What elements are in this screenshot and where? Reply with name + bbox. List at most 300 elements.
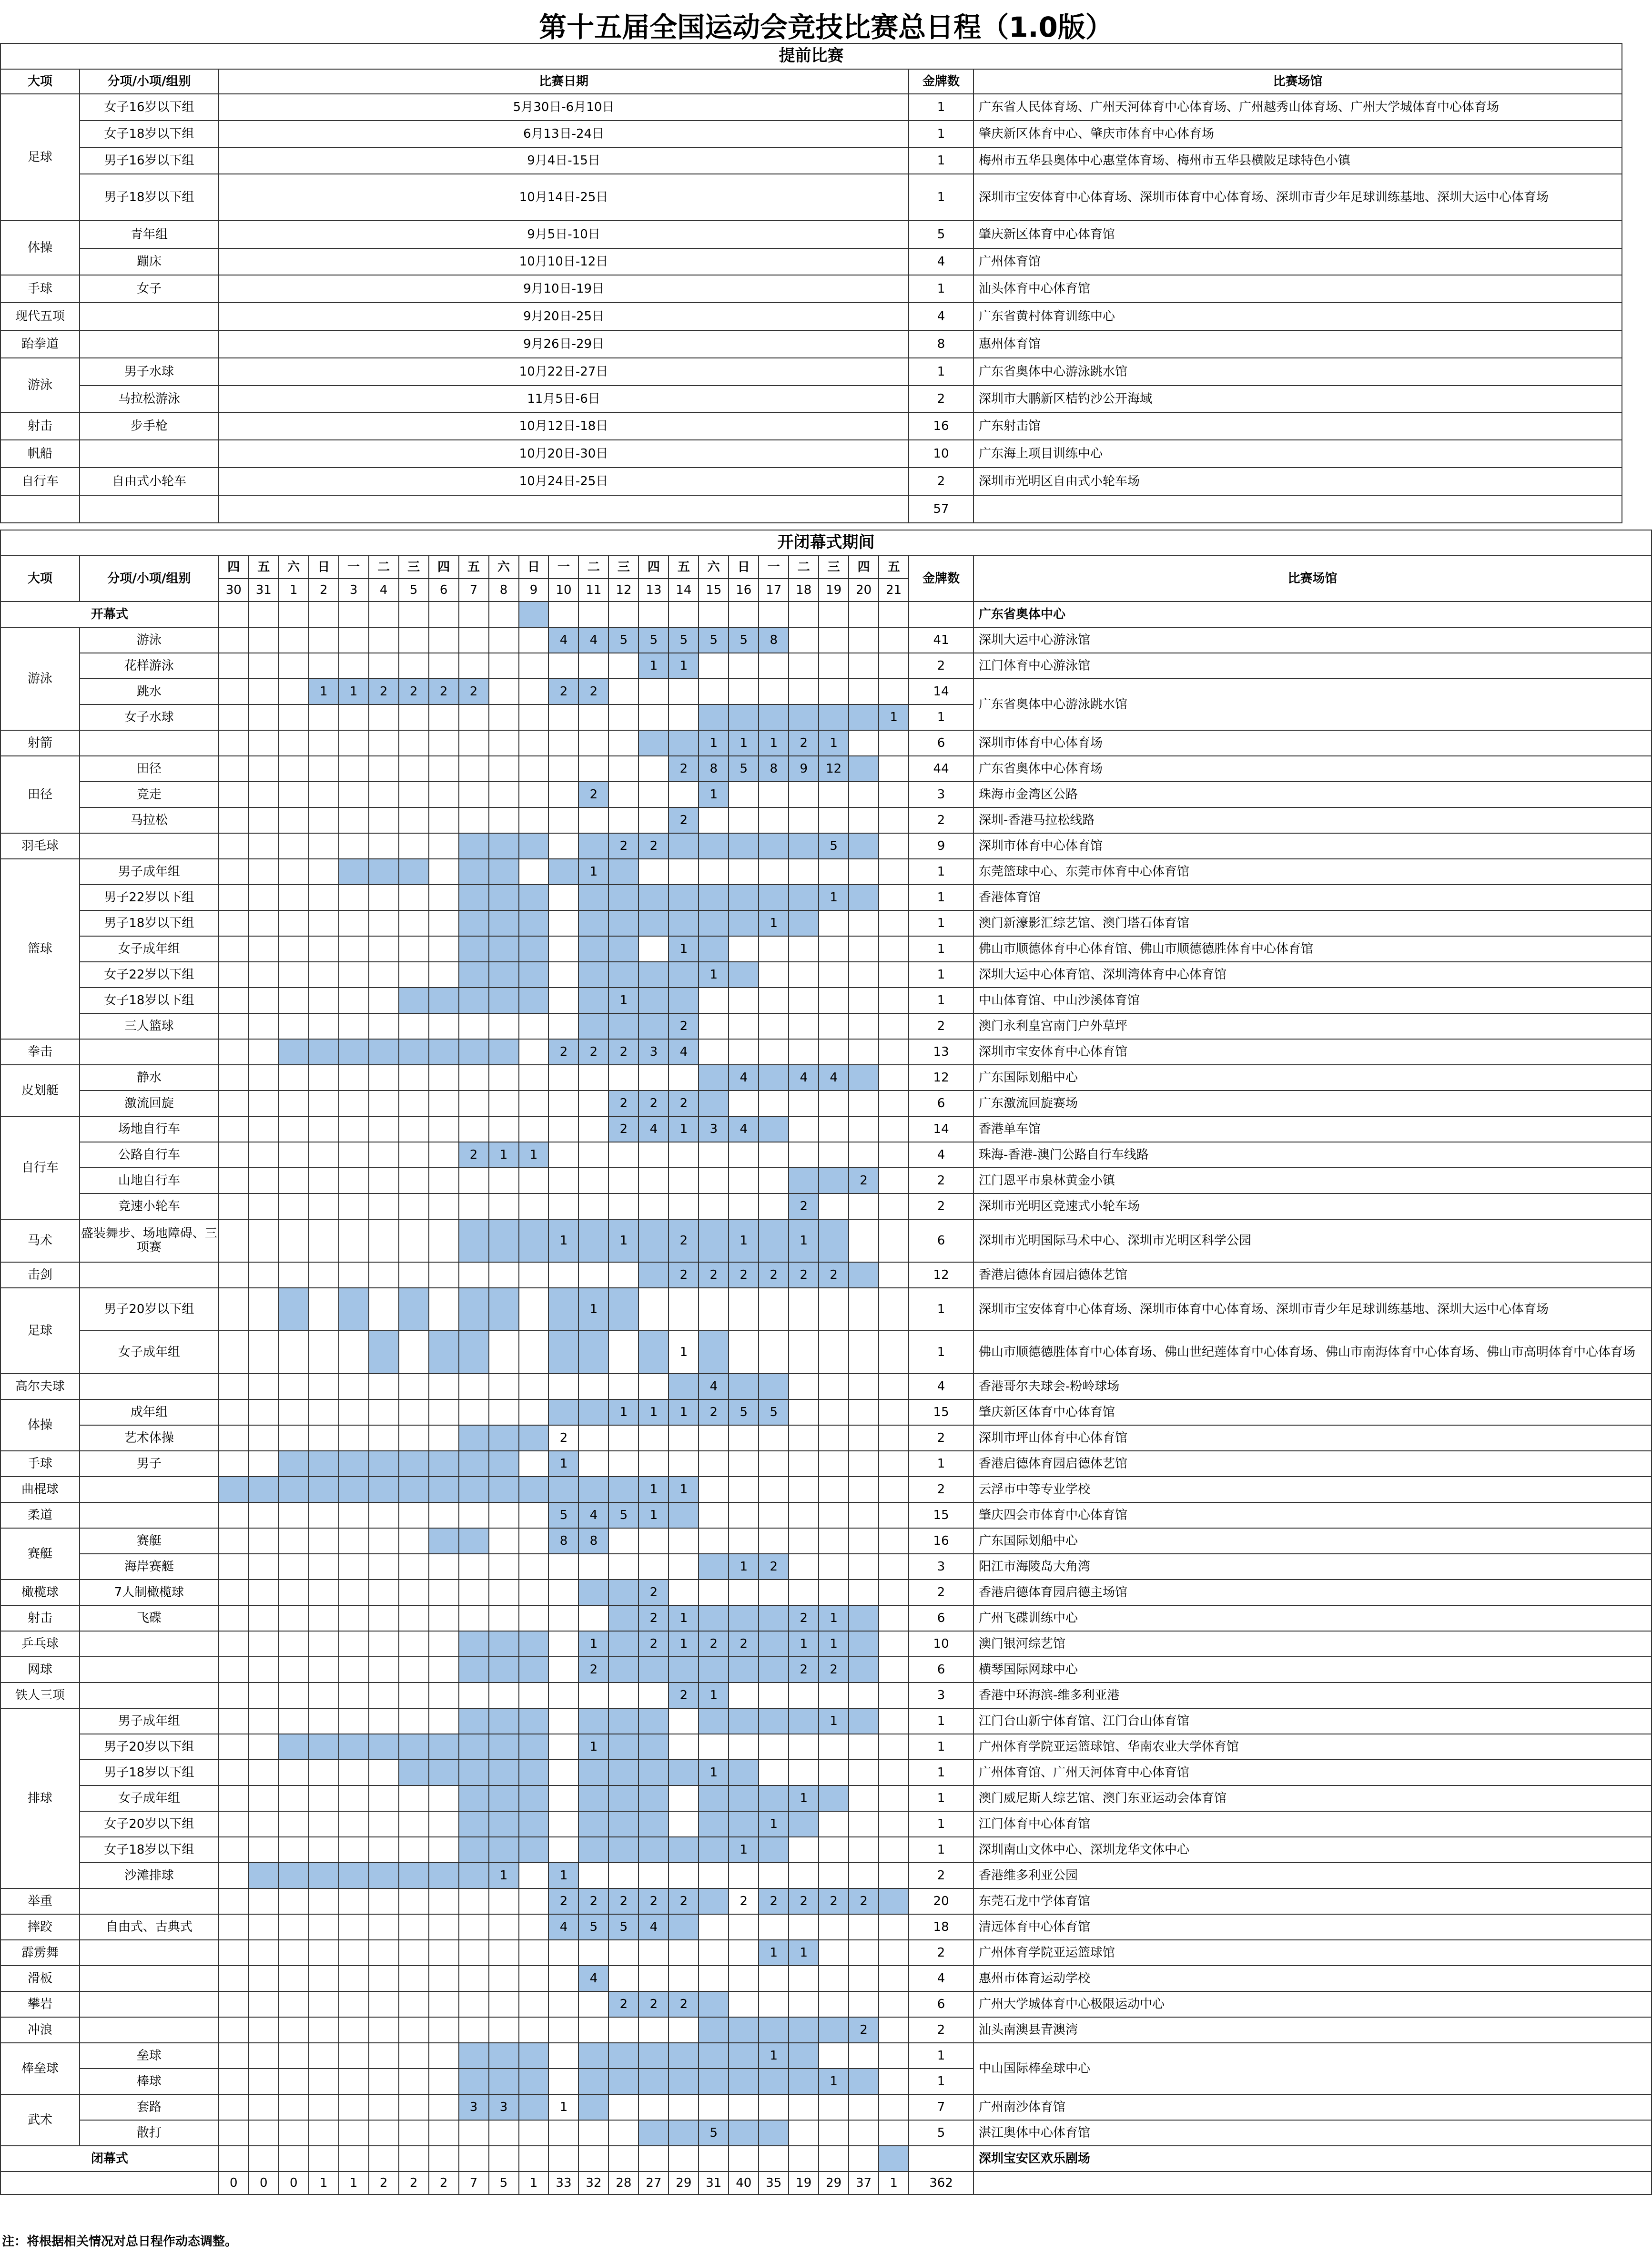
day-cell: [279, 1657, 309, 1683]
table-row: [0, 1288, 1652, 1331]
day-cell: [729, 679, 759, 704]
competition-day-cell: [548, 1399, 578, 1425]
sub-event-cell: [80, 1940, 219, 1966]
day-cell: [219, 1631, 249, 1657]
table-row: [0, 1091, 1652, 1116]
competition-day-cell: [489, 1657, 519, 1683]
day-cell: [459, 1605, 489, 1631]
day-cell: [279, 1785, 309, 1811]
day-cell: [219, 1502, 249, 1528]
day-cell: [608, 2017, 639, 2043]
day-cell: [219, 704, 249, 730]
table-row: [0, 885, 1652, 910]
table-row: [0, 1683, 1652, 1708]
day-cell: [699, 1168, 729, 1193]
day-cell: [309, 1811, 339, 1837]
table-row: [0, 627, 1652, 653]
table-row: [0, 1554, 1652, 1580]
day-cell: [669, 1528, 699, 1554]
sub-event-cell: [80, 1683, 219, 1708]
day-cell: [759, 782, 789, 807]
day-cell: [729, 1168, 759, 1193]
day-cell: [249, 1193, 279, 1219]
day-cell: [309, 2017, 339, 2043]
competition-day-cell: [849, 1262, 879, 1288]
section-header-row: [0, 43, 1622, 69]
day-cell: [399, 962, 429, 988]
day-cell: [339, 1966, 369, 1991]
competition-day-cell: [639, 1837, 669, 1863]
venue-cell: 江门体育中心游泳馆: [973, 653, 1652, 679]
day-cell: [819, 1528, 849, 1554]
venue-cell: 广东省人民体育场、广州天河体育中心体育场、广州越秀山体育场、广州大学城体育中心体育场: [973, 94, 1622, 121]
day-cell: [849, 2094, 879, 2120]
day-cell: [429, 1580, 459, 1605]
competition-day-cell: 4: [729, 1065, 759, 1091]
day-cell: [459, 1399, 489, 1425]
day-label: 20: [849, 579, 879, 602]
competition-day-cell: 1: [578, 859, 608, 885]
day-cell: [489, 2120, 519, 2146]
competition-day-cell: [578, 1331, 608, 1374]
competition-day-cell: [699, 1331, 729, 1374]
medal-count-cell: [909, 2146, 973, 2172]
competition-day-cell: [789, 704, 819, 730]
competition-day-cell: 4: [699, 1374, 729, 1399]
competition-day-cell: 4: [578, 627, 608, 653]
day-cell: [339, 1091, 369, 1116]
day-cell: [548, 1580, 578, 1605]
day-cell: [249, 1116, 279, 1142]
day-cell: [849, 1091, 879, 1116]
medal-count-cell: 6: [909, 1091, 973, 1116]
competition-day-cell: 1: [519, 1142, 549, 1168]
table-row: [0, 1863, 1652, 1888]
day-cell: [669, 1168, 699, 1193]
medal-count-cell: 1: [909, 1837, 973, 1863]
competition-day-cell: [729, 1657, 759, 1683]
day-cell: [489, 679, 519, 704]
day-cell: [459, 756, 489, 782]
venue-cell: 深圳市光明区竞速式小轮车场: [973, 1193, 1652, 1219]
day-cell: [429, 1657, 459, 1683]
day-cell: [608, 1262, 639, 1288]
medal-count-cell: 13: [909, 1039, 973, 1065]
date-cell: 10月24日-25日: [219, 468, 909, 495]
day-cell: [729, 1013, 759, 1039]
main-schedule-table: [0, 530, 1652, 2195]
competition-day-cell: [459, 988, 489, 1013]
day-cell: [578, 730, 608, 756]
day-cell: [789, 859, 819, 885]
competition-day-cell: [819, 1168, 849, 1193]
day-cell: [789, 1914, 819, 1940]
day-cell: [429, 1065, 459, 1091]
competition-day-cell: 1: [548, 1863, 578, 1888]
day-cell: [429, 1168, 459, 1193]
medal-count-cell: 1: [909, 885, 973, 910]
daily-total-cell: 31: [699, 2172, 729, 2194]
competition-day-cell: 2: [608, 1991, 639, 2017]
venue-cell: 香港启德体育园启德体艺馆: [973, 1262, 1652, 1288]
day-cell: [249, 679, 279, 704]
day-cell: [669, 2094, 699, 2120]
day-cell: [429, 2043, 459, 2069]
day-label: 14: [669, 579, 699, 602]
day-cell: [399, 2120, 429, 2146]
day-cell: [219, 885, 249, 910]
day-cell: [789, 2094, 819, 2120]
medal-count-cell: 4: [909, 1966, 973, 1991]
day-cell: [249, 1502, 279, 1528]
day-cell: [548, 910, 578, 936]
day-cell: [879, 1065, 909, 1091]
competition-day-cell: 1: [608, 988, 639, 1013]
day-cell: [578, 1065, 608, 1091]
section-title: 提前比赛: [0, 43, 1622, 69]
day-cell: [249, 1091, 279, 1116]
competition-day-cell: [578, 1811, 608, 1837]
competition-day-cell: [759, 2120, 789, 2146]
table-row: [0, 358, 1622, 386]
competition-day-cell: [399, 1039, 429, 1065]
competition-day-cell: [219, 1477, 249, 1502]
medal-count-cell: 6: [909, 1219, 973, 1262]
sub-event-cell: 沙滩排球: [80, 1863, 219, 1888]
day-cell: [249, 627, 279, 653]
venue-cell: 肇庆新区体育中心、肇庆市体育中心体育场: [973, 121, 1622, 147]
day-cell: [608, 2094, 639, 2120]
day-cell: [819, 859, 849, 885]
medal-count-cell: 1: [909, 358, 973, 386]
competition-day-cell: [459, 1785, 489, 1811]
day-cell: [339, 1374, 369, 1399]
sub-event-cell: 女子成年组: [80, 1785, 219, 1811]
competition-day-cell: 2: [669, 756, 699, 782]
day-cell: [309, 2094, 339, 2120]
day-cell: [759, 1477, 789, 1502]
day-cell: [399, 1888, 429, 1914]
venue-cell: 深圳市坪山体育中心体育馆: [973, 1425, 1652, 1451]
day-cell: [309, 1708, 339, 1734]
competition-day-cell: [729, 1811, 759, 1837]
table-row: [0, 1039, 1652, 1065]
daily-total-cell: 5: [489, 2172, 519, 2194]
day-cell: [819, 1193, 849, 1219]
day-cell: [459, 1065, 489, 1091]
day-cell: [789, 988, 819, 1013]
medal-count-cell: 1: [909, 1811, 973, 1837]
totals-label-cell: [0, 2172, 219, 2194]
competition-day-cell: 1: [699, 730, 729, 756]
day-cell: [879, 988, 909, 1013]
medal-count-cell: 1: [909, 704, 973, 730]
day-cell: [699, 1425, 729, 1451]
day-cell: [548, 1168, 578, 1193]
table-row: [0, 1262, 1652, 1288]
day-cell: 2: [729, 1888, 759, 1914]
date-cell: [219, 495, 909, 523]
event-cell: 足球: [0, 94, 80, 221]
table-row: [0, 386, 1622, 412]
venue-cell: 广东射击馆: [973, 412, 1622, 440]
competition-day-cell: [429, 1477, 459, 1502]
day-cell: [879, 859, 909, 885]
day-cell: [608, 1966, 639, 1991]
venue-cell: 深圳南山文体中心、深圳龙华文体中心: [973, 1837, 1652, 1863]
day-cell: [519, 1116, 549, 1142]
day-cell: [489, 1888, 519, 1914]
competition-day-cell: [578, 936, 608, 962]
day-cell: [879, 1219, 909, 1262]
day-cell: [249, 1374, 279, 1399]
day-cell: [849, 1116, 879, 1142]
day-cell: [519, 782, 549, 807]
day-cell: [879, 1837, 909, 1863]
competition-day-cell: [759, 1374, 789, 1399]
day-cell: [548, 1734, 578, 1760]
day-cell: [309, 1116, 339, 1142]
day-label: 11: [578, 579, 608, 602]
competition-day-cell: 4: [639, 1116, 669, 1142]
sub-event-cell: 山地自行车: [80, 1168, 219, 1193]
day-cell: [369, 627, 399, 653]
competition-day-cell: 2: [578, 1039, 608, 1065]
competition-day-cell: 2: [399, 679, 429, 704]
sub-event-cell: [80, 1374, 219, 1399]
day-cell: [669, 1554, 699, 1580]
competition-day-cell: [339, 1039, 369, 1065]
day-cell: [489, 756, 519, 782]
day-cell: [399, 1708, 429, 1734]
competition-day-cell: [459, 1528, 489, 1554]
competition-day-cell: 1: [759, 910, 789, 936]
day-cell: [339, 782, 369, 807]
day-cell: [339, 1991, 369, 2017]
competition-day-cell: [459, 833, 489, 859]
competition-day-cell: 1: [669, 1477, 699, 1502]
day-cell: [249, 1605, 279, 1631]
day-cell: [819, 2043, 849, 2069]
day-cell: [339, 1683, 369, 1708]
competition-day-cell: 4: [789, 1065, 819, 1091]
sub-event-cell: [80, 1991, 219, 2017]
competition-day-cell: 2: [669, 1991, 699, 2017]
day-cell: [759, 1991, 789, 2017]
day-cell: [639, 1940, 669, 1966]
event-cell: 体操: [0, 1399, 80, 1451]
competition-day-cell: [729, 1785, 759, 1811]
day-cell: [789, 627, 819, 653]
day-cell: [309, 1331, 339, 1374]
competition-day-cell: [849, 1708, 879, 1734]
day-cell: [339, 833, 369, 859]
medal-count-cell: 6: [909, 1605, 973, 1631]
competition-day-cell: [309, 1863, 339, 1888]
day-cell: [669, 1425, 699, 1451]
day-cell: [578, 1168, 608, 1193]
day-cell: [459, 1116, 489, 1142]
event-cell: 赛艇: [0, 1528, 80, 1580]
day-cell: [309, 1683, 339, 1708]
day-cell: [399, 1605, 429, 1631]
day-cell: [429, 1785, 459, 1811]
day-cell: [309, 2146, 339, 2172]
competition-day-cell: [489, 1477, 519, 1502]
competition-day-cell: 2: [789, 1605, 819, 1631]
sub-event-cell: 公路自行车: [80, 1142, 219, 1168]
day-cell: [459, 1914, 489, 1940]
day-cell: [369, 1193, 399, 1219]
day-cell: [759, 1142, 789, 1168]
day-cell: [279, 1193, 309, 1219]
daily-total-cell: 1: [879, 2172, 909, 2194]
day-cell: 1: [669, 1331, 699, 1374]
day-cell: [429, 1940, 459, 1966]
day-cell: [249, 1013, 279, 1039]
day-cell: [279, 782, 309, 807]
day-cell: [548, 962, 578, 988]
venue-cell: 香港哥尔夫球会-粉岭球场: [973, 1374, 1652, 1399]
medal-count-cell: 1: [909, 1760, 973, 1785]
sub-event-cell: [80, 1502, 219, 1528]
table-row: [0, 988, 1652, 1013]
day-cell: [279, 2094, 309, 2120]
day-cell: [399, 1091, 429, 1116]
day-cell: [339, 1425, 369, 1451]
competition-day-cell: [519, 1734, 549, 1760]
venue-cell: 中山国际棒垒球中心: [973, 2043, 1652, 2094]
medal-count-cell: 7: [909, 2094, 973, 2120]
sub-event-cell: 女子18岁以下组: [80, 121, 219, 147]
venue-cell: 江门台山新宁体育馆、江门台山体育馆: [973, 1708, 1652, 1734]
event-cell: 开幕式: [0, 602, 219, 627]
day-cell: [249, 1451, 279, 1477]
competition-day-cell: [759, 1837, 789, 1863]
event-cell: 武术: [0, 2094, 80, 2146]
event-cell: 帆船: [0, 440, 80, 468]
day-cell: [819, 1477, 849, 1502]
sub-event-cell: 男子18岁以下组: [80, 1760, 219, 1785]
competition-day-cell: [608, 1734, 639, 1760]
day-cell: [759, 1528, 789, 1554]
medal-count-cell: 3: [909, 782, 973, 807]
day-cell: [279, 936, 309, 962]
competition-day-cell: 5: [578, 1914, 608, 1940]
day-cell: [578, 602, 608, 627]
day-cell: [849, 2120, 879, 2146]
day-cell: [669, 704, 699, 730]
competition-day-cell: 5: [699, 2120, 729, 2146]
day-cell: [519, 859, 549, 885]
day-cell: [309, 1914, 339, 1940]
competition-day-cell: [459, 1837, 489, 1863]
daily-total-cell: 37: [849, 2172, 879, 2194]
day-cell: [879, 1683, 909, 1708]
sub-event-cell: [80, 2017, 219, 2043]
sub-event-cell: 自由式、古典式: [80, 1914, 219, 1940]
competition-day-cell: [519, 2069, 549, 2094]
day-cell: [489, 602, 519, 627]
day-cell: [489, 1013, 519, 1039]
competition-day-cell: [669, 2120, 699, 2146]
day-cell: [608, 1683, 639, 1708]
day-cell: [849, 1331, 879, 1374]
day-cell: [279, 910, 309, 936]
daily-total-cell: 1: [519, 2172, 549, 2194]
day-cell: [459, 1091, 489, 1116]
day-cell: [849, 782, 879, 807]
competition-day-cell: [849, 1065, 879, 1091]
competition-day-cell: [519, 1657, 549, 1683]
day-cell: [429, 1811, 459, 1837]
weekday-label: 六: [279, 556, 309, 579]
table-row: [0, 962, 1652, 988]
venue-cell: 深圳市宝安体育中心体育馆: [973, 1039, 1652, 1065]
venue-cell: 深圳大运中心游泳馆: [973, 627, 1652, 653]
day-cell: [339, 1657, 369, 1683]
competition-day-cell: [489, 962, 519, 988]
day-cell: [519, 1374, 549, 1399]
competition-day-cell: [849, 885, 879, 910]
day-cell: [519, 679, 549, 704]
day-cell: [759, 1914, 789, 1940]
day-cell: [608, 1528, 639, 1554]
day-cell: [399, 2043, 429, 2069]
medal-count-cell: 2: [909, 1193, 973, 1219]
day-cell: [729, 988, 759, 1013]
day-cell: [339, 1331, 369, 1374]
venue-cell: 深圳-香港马拉松线路: [973, 807, 1652, 833]
competition-day-cell: 2: [789, 1888, 819, 1914]
day-cell: [578, 1116, 608, 1142]
table-row: [0, 910, 1652, 936]
venue-cell: 云浮市中等专业学校: [973, 1477, 1652, 1502]
day-cell: [399, 704, 429, 730]
day-cell: [879, 1091, 909, 1116]
day-cell: [548, 704, 578, 730]
venue-cell: 广东激流回旋赛场: [973, 1091, 1652, 1116]
sub-event-cell: 飞碟: [80, 1605, 219, 1631]
competition-day-cell: [249, 1863, 279, 1888]
competition-day-cell: [339, 859, 369, 885]
date-cell: 9月10日-19日: [219, 275, 909, 303]
competition-day-cell: [879, 2146, 909, 2172]
competition-day-cell: 2: [548, 1888, 578, 1914]
venue-cell: 深圳市宝安体育中心体育场、深圳市体育中心体育场、深圳市青少年足球训练基地、深圳大运中心体育场: [973, 174, 1622, 221]
medal-count-cell: 1: [909, 1785, 973, 1811]
sub-event-cell: 男子成年组: [80, 1708, 219, 1734]
day-cell: [639, 2094, 669, 2120]
competition-day-cell: [489, 1760, 519, 1785]
competition-day-cell: [639, 885, 669, 910]
day-cell: [729, 1734, 759, 1760]
medal-count-cell: 1: [909, 859, 973, 885]
day-cell: [219, 730, 249, 756]
day-cell: [309, 1940, 339, 1966]
medal-count-cell: 3: [909, 1554, 973, 1580]
day-cell: [819, 1734, 849, 1760]
daily-total-cell: 2: [399, 2172, 429, 2194]
table-row: [0, 94, 1622, 121]
sub-event-cell: 女子成年组: [80, 936, 219, 962]
day-cell: [669, 2017, 699, 2043]
sub-event-cell: [80, 1657, 219, 1683]
day-cell: [879, 1039, 909, 1065]
day-label: 21: [879, 579, 909, 602]
day-cell: [219, 756, 249, 782]
competition-day-cell: [759, 1631, 789, 1657]
